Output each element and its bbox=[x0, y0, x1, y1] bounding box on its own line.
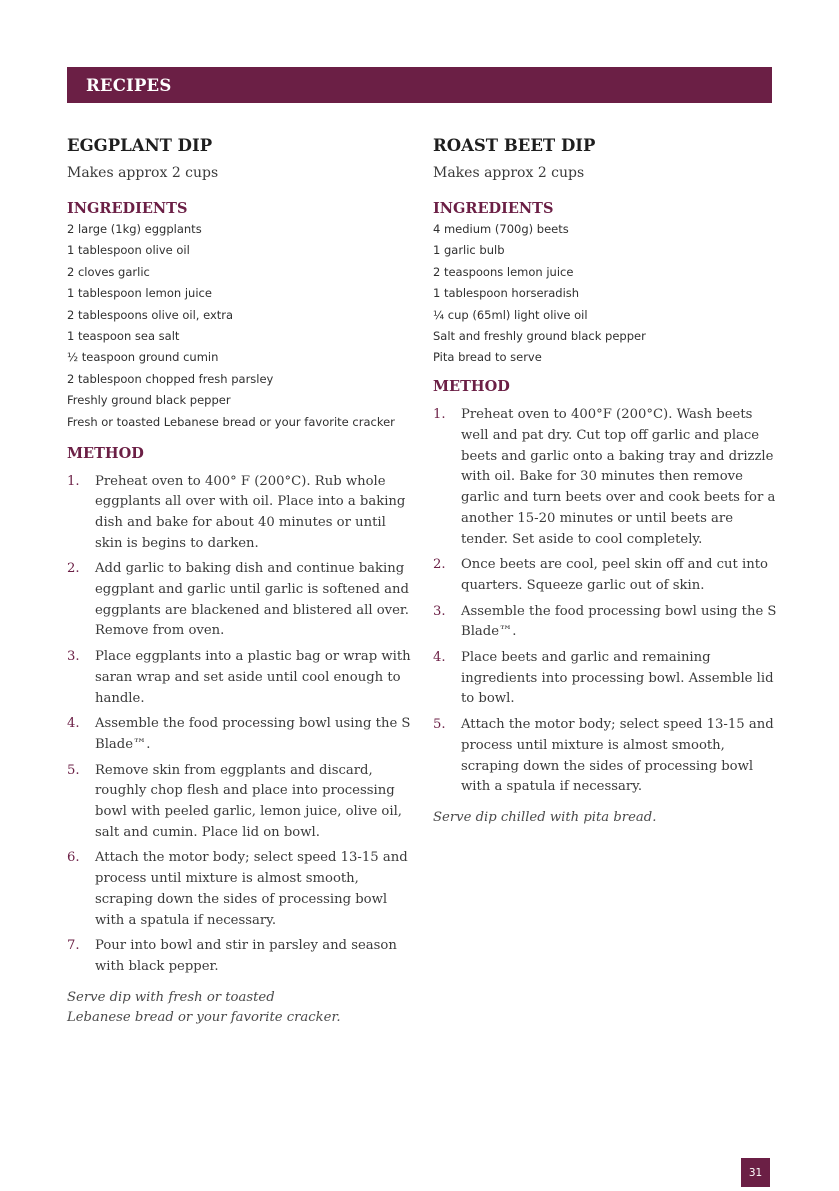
method-step bbox=[67, 936, 411, 977]
ingredient-item: Pita bread to serve bbox=[433, 350, 542, 365]
ingredient-item: Salt and freshly ground black pepper bbox=[433, 328, 646, 343]
step-text: Attach the motor body; select speed 13-15 and process until mixture is almost smooth, scraping down the sides of processing bowl with a spatula if necessary. bbox=[461, 717, 774, 795]
ingredient-item: 1 tablespoon lemon juice bbox=[67, 286, 212, 301]
recipe-yield: Makes approx 2 cups bbox=[433, 165, 585, 181]
step-number: 2. bbox=[67, 561, 80, 577]
serving-note-line: Serve dip with fresh or toasted bbox=[67, 989, 275, 1005]
recipe-yield: Makes approx 2 cups bbox=[67, 165, 219, 181]
step-number: 3. bbox=[67, 649, 80, 665]
step-number: 5. bbox=[67, 762, 80, 778]
method-heading: METHOD bbox=[67, 444, 144, 462]
ingredient-item: 2 teaspoons lemon juice bbox=[433, 264, 574, 279]
step-text: Once beets are cool, peel skin off and cut into quarters. Squeeze garlic out of skin. bbox=[461, 557, 768, 593]
recipe-title: ROAST BEET DIP bbox=[433, 136, 596, 155]
step-text: Preheat oven to 400°F (200°C). Wash beets well and pat dry. Cut top off garlic and place beets and garlic onto a baking tray and drizzle with oil. Bake for 30 minutes then remove garlic and turn beets over and cook beets for a another 15-20 minutes or until beets are tender. Set aside to cool completely. bbox=[461, 407, 776, 547]
ingredient-item: 2 cloves garlic bbox=[67, 264, 150, 279]
page-number: 31 bbox=[748, 1166, 763, 1179]
step-number: 7. bbox=[67, 938, 80, 954]
recipe-title: EGGPLANT DIP bbox=[67, 136, 213, 155]
serving-note bbox=[67, 988, 411, 1029]
step-number: 6. bbox=[67, 850, 80, 866]
ingredient-item: 1 teaspoon sea salt bbox=[67, 328, 180, 343]
step-number: 4. bbox=[67, 716, 80, 732]
method-list bbox=[433, 405, 778, 798]
ingredient-item: 4 medium (700g) beets bbox=[433, 222, 569, 236]
step-number: 1. bbox=[433, 407, 446, 423]
ingredient-list bbox=[433, 222, 778, 365]
step-number: 4. bbox=[433, 650, 446, 666]
method-step bbox=[433, 555, 778, 596]
method-step bbox=[67, 848, 411, 931]
step-text: Remove skin from eggplants and discard, roughly chop flesh and place into processing bowl with peeled garlic, lemon juice, olive oil, salt and cumin. Place lid on bowl. bbox=[95, 762, 403, 840]
page-number-badge bbox=[741, 1158, 770, 1187]
method-heading: METHOD bbox=[433, 378, 510, 396]
serving-note: Serve dip chilled with pita bread. bbox=[433, 810, 657, 825]
step-number: 3. bbox=[433, 603, 446, 619]
step-text: Add garlic to baking dish and continue baking eggplant and garlic until garlic is softened and eggplants are blackened and blistered all over. Remove from oven. bbox=[95, 561, 409, 639]
method-step bbox=[67, 761, 411, 844]
ingredient-item: Freshly ground black pepper bbox=[67, 393, 231, 408]
ingredient-item: 1 tablespoon olive oil bbox=[67, 243, 190, 258]
step-text: Assemble the food processing bowl using the S Blade™. bbox=[461, 603, 777, 640]
ingredient-item: 1 tablespoon horseradish bbox=[433, 286, 580, 301]
method-step bbox=[67, 714, 411, 755]
ingredient-list bbox=[67, 222, 411, 430]
method-step bbox=[433, 602, 778, 643]
method-step bbox=[67, 647, 411, 709]
step-text: Attach the motor body; select speed 13-15 and process until mixture is almost smooth, scraping down the sides of processing bowl with a spatula if necessary. bbox=[95, 850, 408, 928]
step-text: Assemble the food processing bowl using the S Blade™. bbox=[95, 716, 411, 752]
ingredient-item: 2 large (1kg) eggplants bbox=[67, 222, 202, 236]
method-step bbox=[433, 405, 778, 550]
step-text: Place eggplants into a plastic bag or wrap with saran wrap and set aside until cool enough to handle. bbox=[95, 649, 411, 706]
ingredient-item: ¼ cup (65ml) light olive oil bbox=[433, 307, 588, 322]
step-number: 1. bbox=[67, 473, 80, 489]
step-number: 2. bbox=[433, 557, 446, 573]
method-step bbox=[433, 715, 778, 798]
step-text: Place beets and garlic and remaining ingredients into processing bowl. Assemble lid to bowl. bbox=[461, 650, 774, 707]
method-list bbox=[67, 472, 411, 978]
method-step bbox=[67, 472, 411, 555]
serving-note-line: Lebanese bread or your favorite cracker. bbox=[67, 1010, 341, 1026]
step-text: Preheat oven to 400° F (200°C). Rub whole eggplants all over with oil. Place into a baking dish and bake for about 40 minutes or until skin is begins to darken. bbox=[95, 473, 406, 551]
ingredient-item: 2 tablespoons olive oil, extra bbox=[67, 307, 234, 322]
step-number: 5. bbox=[433, 717, 446, 733]
ingredient-item: 1 garlic bulb bbox=[433, 243, 505, 258]
ingredient-item: 2 tablespoon chopped fresh parsley bbox=[67, 371, 274, 386]
ingredients-heading: INGREDIENTS bbox=[433, 200, 554, 217]
method-step bbox=[433, 648, 778, 710]
step-text: Pour into bowl and stir in parsley and season with black pepper. bbox=[95, 938, 397, 974]
ingredient-item: ½ teaspoon ground cumin bbox=[67, 350, 219, 365]
method-step bbox=[67, 559, 411, 642]
ingredients-heading: INGREDIENTS bbox=[67, 200, 188, 217]
section-header-bar bbox=[67, 67, 772, 103]
roast-beet-dip-recipe bbox=[433, 133, 778, 829]
ingredient-item: Fresh or toasted Lebanese bread or your favorite cracker bbox=[67, 414, 395, 429]
eggplant-dip-recipe bbox=[67, 133, 411, 1029]
section-title: RECIPES bbox=[86, 75, 172, 95]
